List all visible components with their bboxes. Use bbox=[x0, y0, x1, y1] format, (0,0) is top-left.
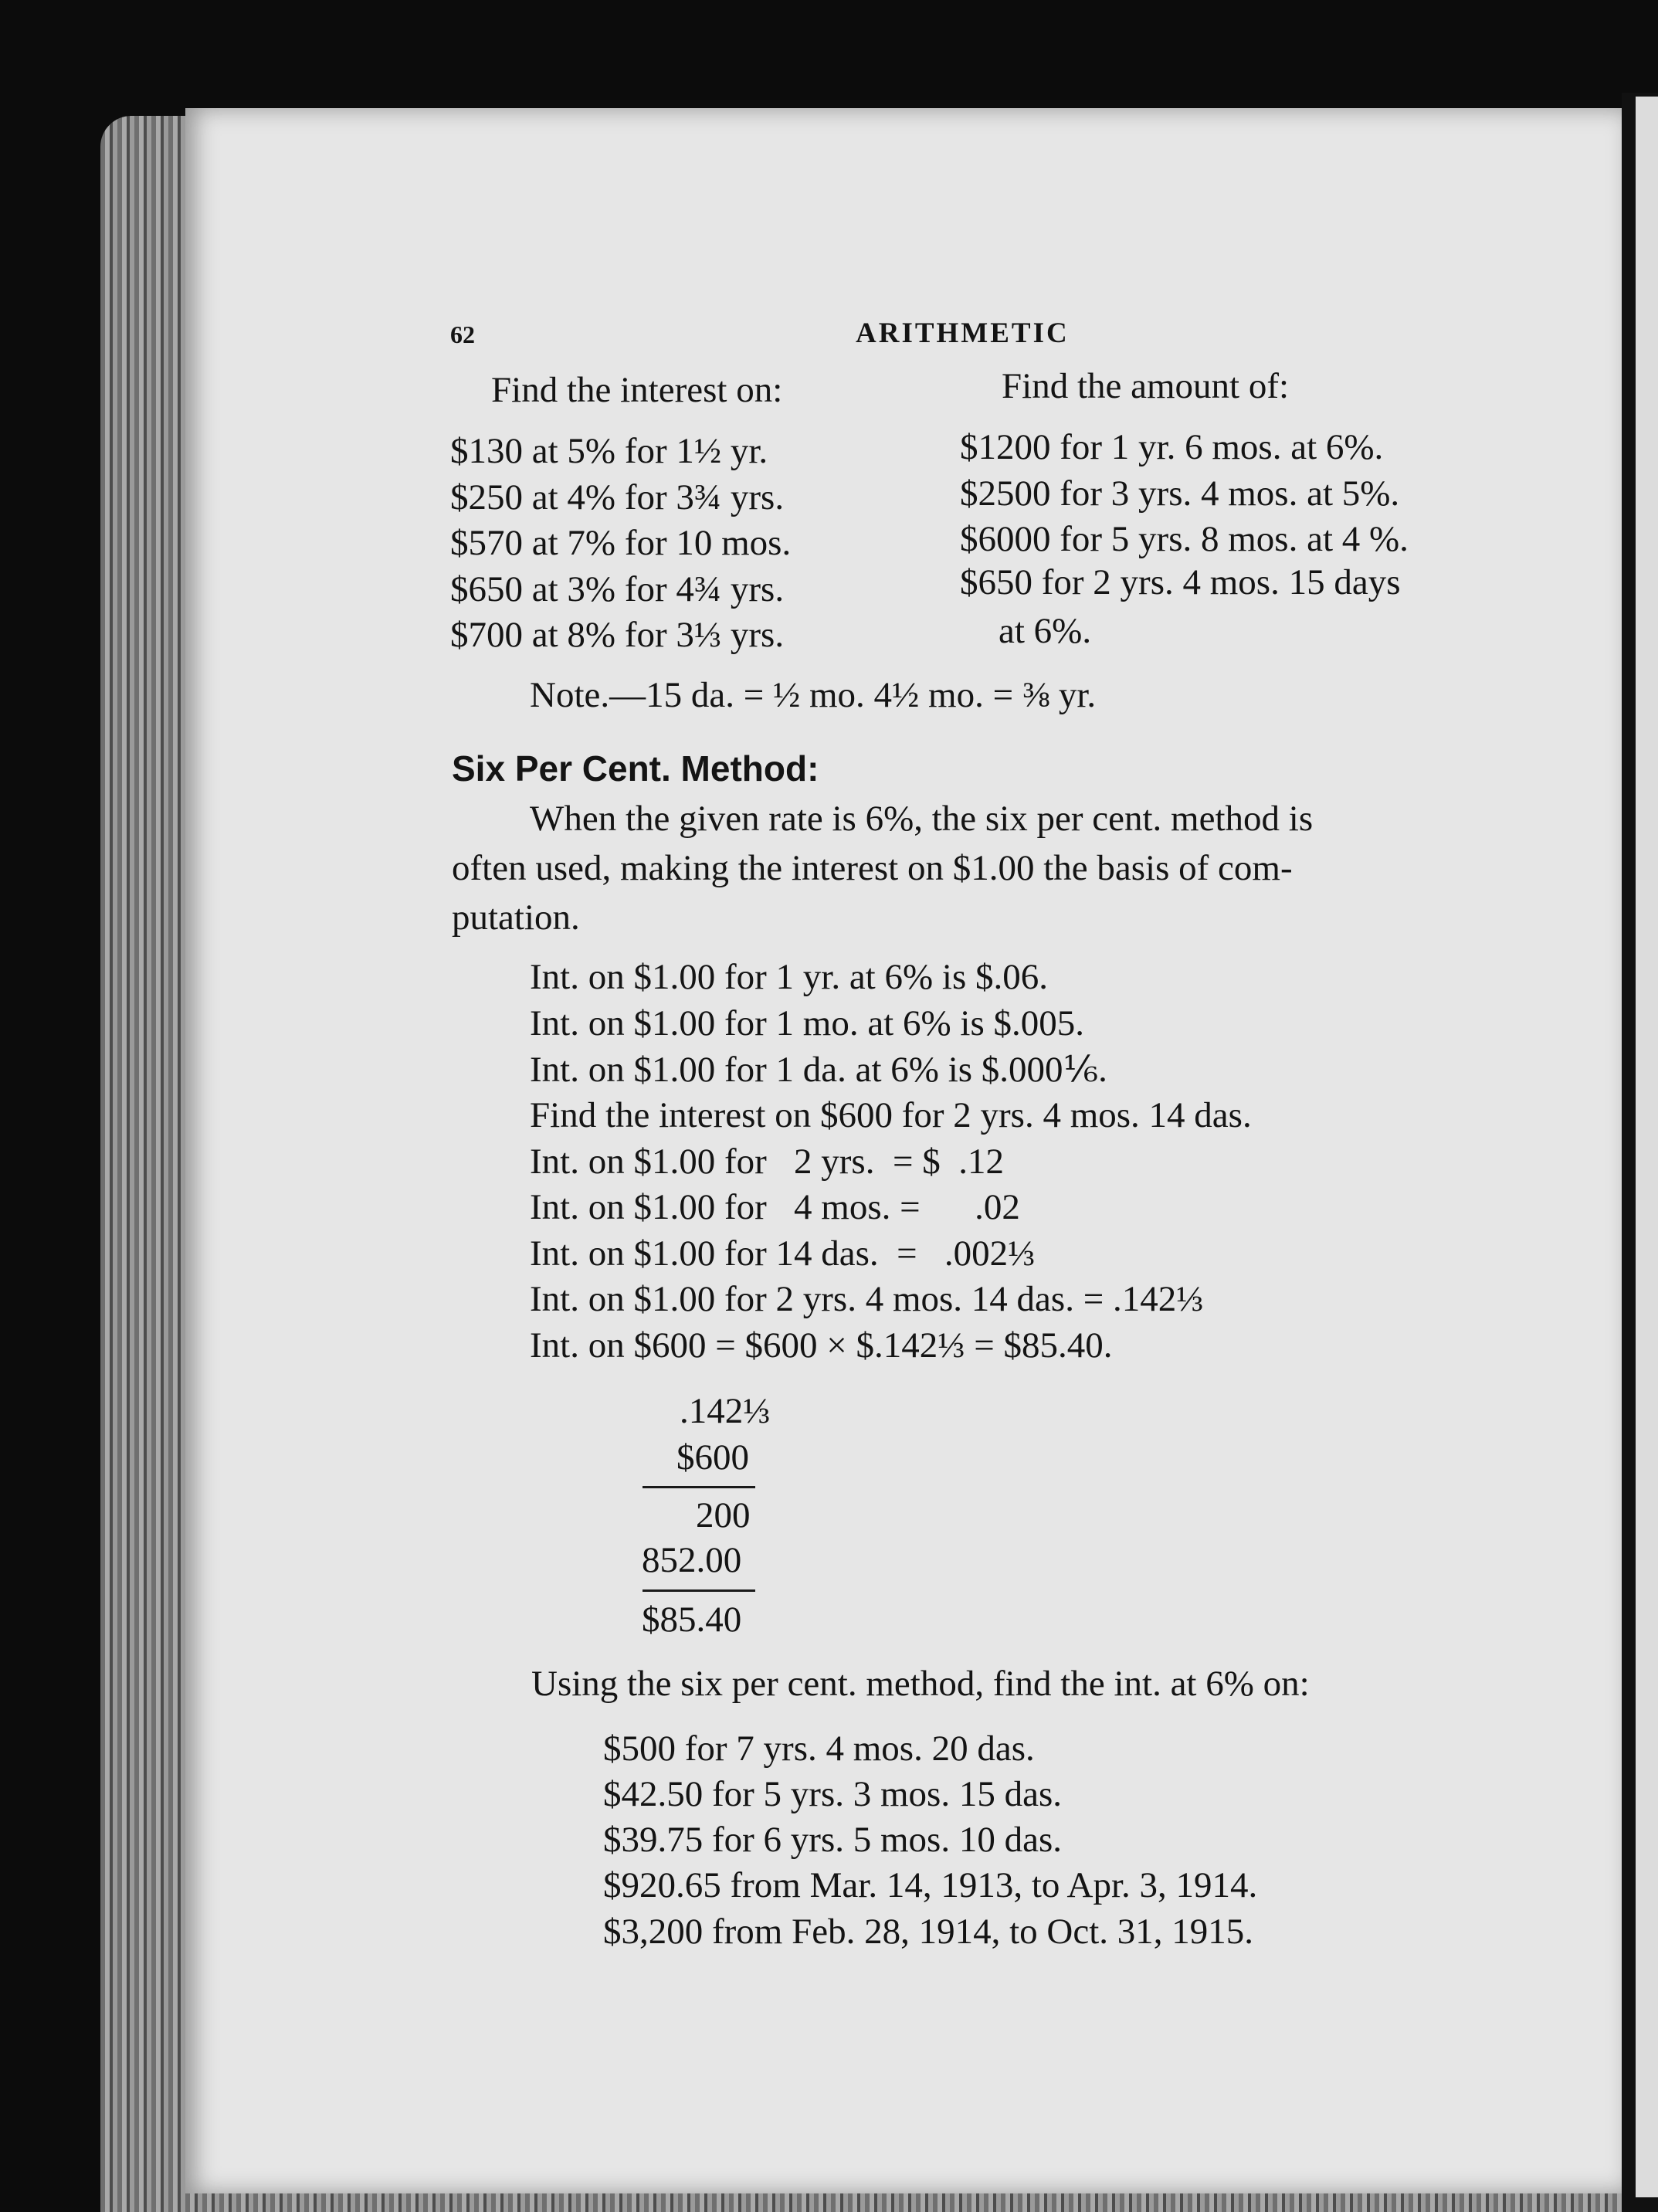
partial-product: 852.00 bbox=[642, 1540, 742, 1580]
amount-row: $1200 for 1 yr. 6 mos. at 6%. bbox=[960, 427, 1384, 467]
exercise-item: $3,200 from Feb. 28, 1914, to Oct. 31, 1915. bbox=[603, 1912, 1254, 1952]
note-line: Note.—15 da. = ½ mo. 4½ mo. = ⅜ yr. bbox=[530, 675, 1097, 715]
interest-row: $650 at 3% for 4¾ yrs. bbox=[450, 569, 785, 609]
interest-row: $250 at 4% for 3¾ yrs. bbox=[450, 477, 785, 517]
multiplicand: .142⅓ bbox=[680, 1391, 771, 1431]
facing-page-edge bbox=[1636, 97, 1658, 2197]
example-line: Int. on $1.00 for 2 yrs. 4 mos. 14 das. = .142⅓ bbox=[530, 1279, 1204, 1319]
amount-row: $650 for 2 yrs. 4 mos. 15 days bbox=[960, 562, 1401, 602]
example-line: Int. on $1.00 for 4 mos. = .02 bbox=[530, 1187, 1020, 1227]
page-number: 62 bbox=[450, 321, 475, 348]
example-line: Int. on $1.00 for 1 yr. at 6% is $.06. bbox=[530, 957, 1048, 997]
amount-row: $2500 for 3 yrs. 4 mos. at 5%. bbox=[960, 473, 1400, 514]
running-title: ARITHMETIC bbox=[856, 317, 1070, 349]
amount-row: $6000 for 5 yrs. 8 mos. at 4 %. bbox=[960, 519, 1409, 559]
section-title: Six Per Cent. Method: bbox=[452, 748, 819, 789]
partial-product: 200 bbox=[696, 1495, 751, 1535]
example-line: Int. on $600 = $600 × $.142⅓ = $85.40. bbox=[530, 1325, 1113, 1366]
interest-row: $130 at 5% for 1½ yr. bbox=[450, 431, 768, 471]
paragraph-line: When the given rate is 6%, the six per cent. method is bbox=[530, 799, 1314, 839]
paragraph-line: putation. bbox=[452, 897, 580, 938]
multiplier: $600 bbox=[676, 1437, 749, 1477]
interest-column-title: Find the interest on: bbox=[491, 370, 783, 410]
paragraph-line: often used, making the interest on $1.00 the basis of com- bbox=[452, 848, 1293, 888]
exercise-item: $42.50 for 5 yrs. 3 mos. 15 das. bbox=[603, 1774, 1062, 1814]
product-result: $85.40 bbox=[642, 1600, 742, 1640]
exercise-item: $500 for 7 yrs. 4 mos. 20 das. bbox=[603, 1729, 1035, 1769]
amount-row-continuation: at 6%. bbox=[999, 611, 1092, 651]
example-line: Int. on $1.00 for 1 da. at 6% is $.000⅙. bbox=[530, 1050, 1107, 1090]
example-line: Find the interest on $600 for 2 yrs. 4 mos. 14 das. bbox=[530, 1095, 1252, 1135]
interest-row: $570 at 7% for 10 mos. bbox=[450, 523, 792, 563]
sum-rule bbox=[643, 1589, 755, 1592]
example-line: Int. on $1.00 for 2 yrs. = $ .12 bbox=[530, 1142, 1004, 1182]
interest-row: $700 at 8% for 3⅓ yrs. bbox=[450, 615, 785, 655]
multiplication-rule bbox=[643, 1486, 755, 1488]
example-line: Int. on $1.00 for 1 mo. at 6% is $.005. bbox=[530, 1003, 1084, 1043]
exercise-intro: Using the six per cent. method, find the int. at 6% on: bbox=[531, 1664, 1310, 1704]
example-line: Int. on $1.00 for 14 das. = .002⅓ bbox=[530, 1233, 1036, 1274]
exercise-item: $920.65 from Mar. 14, 1913, to Apr. 3, 1914. bbox=[603, 1865, 1258, 1905]
exercise-item: $39.75 for 6 yrs. 5 mos. 10 das. bbox=[603, 1820, 1062, 1860]
amount-column-title: Find the amount of: bbox=[1002, 366, 1290, 406]
